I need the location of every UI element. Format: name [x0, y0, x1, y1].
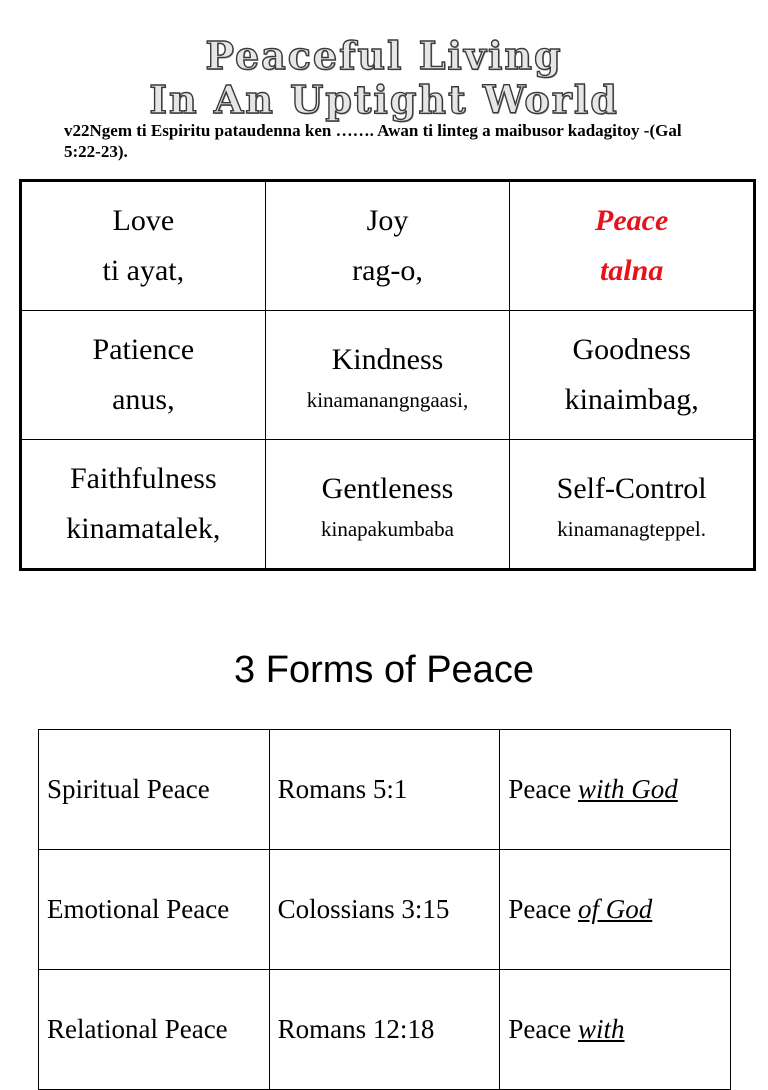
table-row — [39, 850, 731, 970]
form-desc-emphasis: with — [578, 1014, 625, 1044]
fruits-table — [19, 179, 756, 571]
table-row — [21, 440, 755, 570]
form-desc-prefix: Peace — [508, 1014, 579, 1044]
fruit-english: Joy — [366, 204, 409, 237]
fruit-ilocano-highlight: talna — [599, 254, 664, 287]
form-description — [500, 730, 731, 850]
fruit-ilocano: rag-o, — [352, 254, 423, 287]
fruit-english: Patience — [92, 333, 195, 366]
table-row — [39, 730, 731, 850]
fruit-english: Goodness — [572, 333, 691, 366]
fruit-cell-faithfulness — [21, 440, 266, 570]
fruit-cell-self-control — [510, 440, 755, 570]
fruit-cell-love — [21, 181, 266, 311]
form-description — [500, 970, 731, 1090]
form-description — [500, 850, 731, 970]
fruit-english: Gentleness — [321, 472, 454, 505]
title-line-1: Peaceful Living — [205, 33, 563, 78]
fruit-cell-peace — [510, 181, 755, 311]
fruit-ilocano: kinaimbag, — [564, 383, 699, 416]
form-desc-prefix: Peace — [508, 774, 579, 804]
form-name: Emotional Peace — [39, 850, 270, 970]
fruit-cell-kindness — [265, 311, 510, 440]
fruit-english: Self-Control — [556, 472, 707, 505]
fruit-ilocano: anus, — [112, 383, 175, 416]
form-name: Relational Peace — [39, 970, 270, 1090]
fruit-english-highlight: Peace — [595, 204, 669, 237]
table-row — [21, 181, 755, 311]
form-desc-emphasis: of God — [578, 894, 653, 924]
table-row — [39, 970, 731, 1090]
fruit-ilocano: kinapakumbaba — [321, 517, 454, 541]
table-row — [21, 311, 755, 440]
fruit-ilocano: kinamanagteppel. — [557, 517, 706, 541]
fruit-ilocano: kinamanangngaasi, — [306, 388, 469, 412]
form-reference: Colossians 3:15 — [269, 850, 500, 970]
form-desc-prefix: Peace — [508, 894, 579, 924]
forms-heading: 3 Forms of Peace — [234, 649, 534, 691]
form-reference: Romans 5:1 — [269, 730, 500, 850]
fruit-ilocano: kinamatalek, — [66, 512, 221, 545]
fruit-english: Faithfulness — [69, 462, 217, 495]
fruit-cell-goodness — [510, 311, 755, 440]
form-reference: Romans 12:18 — [269, 970, 500, 1090]
verse-text: v22Ngem ti Espiritu pataudenna ken ……. Awan ti linteg a maibusor kadagitoy -(Gal 5:22-23). — [64, 121, 682, 161]
form-desc-emphasis: with God — [578, 774, 678, 804]
fruit-english: Kindness — [331, 343, 444, 376]
forms-table — [38, 729, 731, 1090]
fruit-cell-gentleness — [265, 440, 510, 570]
form-name: Spiritual Peace — [39, 730, 270, 850]
fruit-ilocano: ti ayat, — [102, 254, 185, 287]
fruit-cell-patience — [21, 311, 266, 440]
fruit-english: Love — [112, 204, 175, 237]
fruit-cell-joy — [265, 181, 510, 311]
title-line-2: In An Uptight World — [149, 77, 619, 122]
